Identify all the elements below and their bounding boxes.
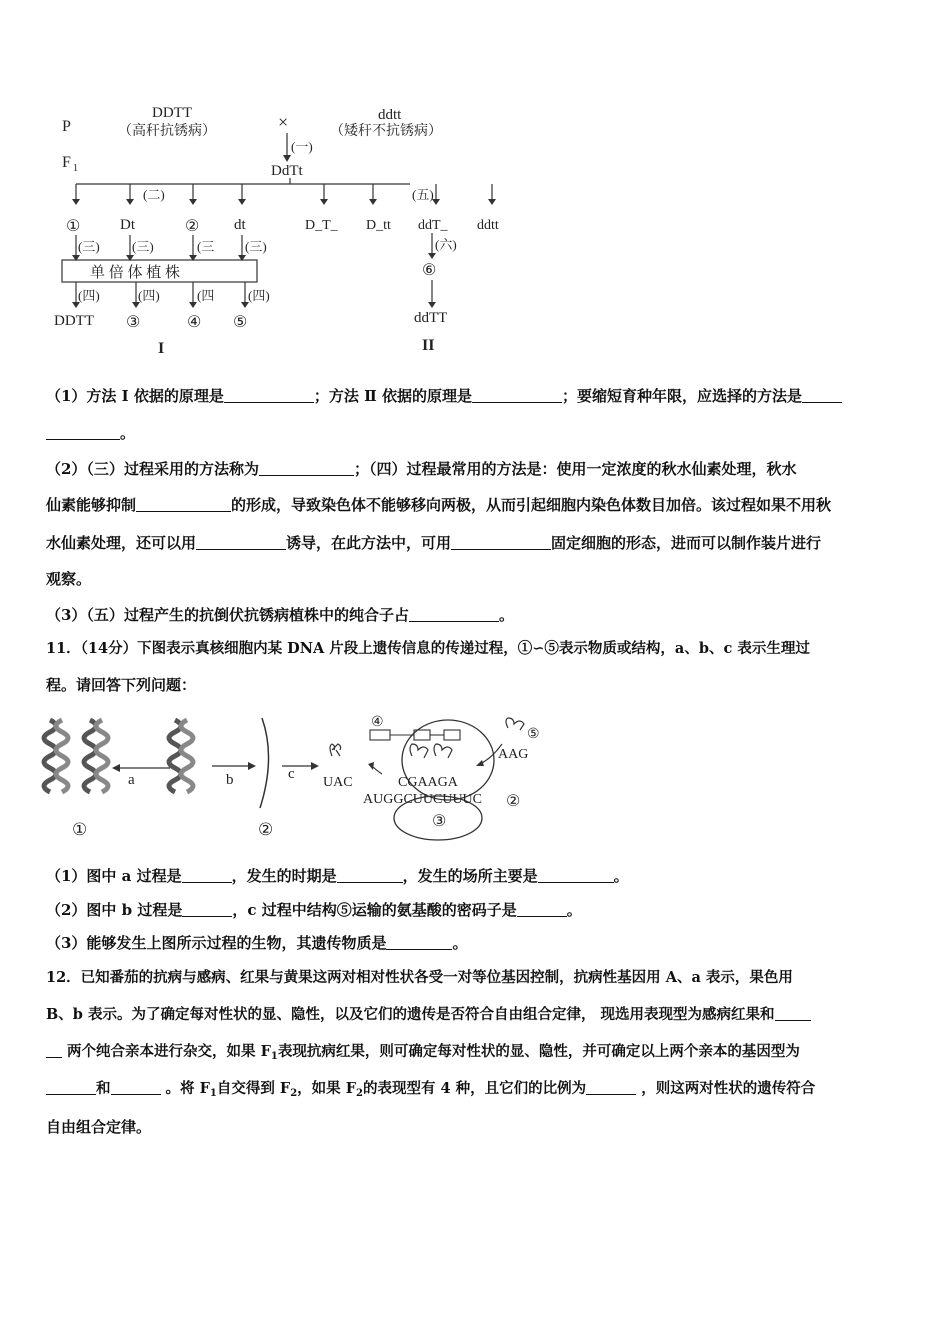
trna-incoming-icon (506, 718, 524, 730)
drop-6-head (369, 199, 377, 205)
arrow-step6-head (428, 253, 436, 259)
q12-stem-3a: 两个纯合亲本进行杂交，如果 F (62, 1043, 271, 1060)
trna-on-ribosome-icon (410, 744, 452, 758)
answer-blank[interactable] (802, 388, 842, 403)
q12-line3 (46, 1042, 908, 1067)
answer-blank[interactable] (136, 497, 231, 512)
q12-line4 (46, 1079, 908, 1104)
answer-blank[interactable] (472, 388, 562, 403)
dna-helix-strand (96, 720, 108, 792)
parent1-desc: （高秆抗锈病） (118, 124, 216, 139)
result1-item: ④ (187, 314, 202, 331)
circle-2-right: ② (506, 793, 521, 810)
drop-5-head (320, 199, 328, 205)
answer-blank[interactable] (386, 935, 452, 950)
f1-label: F (62, 154, 71, 171)
arrow-trna-exit (372, 766, 382, 774)
branch2-item: D_T_ (305, 218, 338, 233)
q11-1-text-a: （1）图中 a 过程是 (46, 867, 182, 885)
step4-label: (四) (78, 288, 100, 303)
branch1-item: dt (234, 217, 246, 233)
answer-blank[interactable] (775, 1006, 811, 1021)
answer-blank[interactable] (538, 868, 614, 883)
q11-3-text-a: （3）能够发生上图所示过程的生物，其遗传物质是 (46, 934, 387, 952)
answer-blank[interactable] (586, 1080, 636, 1095)
q10-line2 (46, 423, 908, 443)
q11-stem: 11．（14分）下图表示真核细胞内某 DNA 片段上遗传信息的传递过程，①∽⑤表示物质或结构，a、b、c 表示生理过 (46, 640, 810, 657)
parent1-genotype: DDTT (152, 105, 192, 121)
subscript-1: 1 (270, 1051, 278, 1062)
q11-2-text-a: （2）图中 b 过程是 (46, 901, 183, 919)
q12-line2 (46, 1005, 908, 1025)
q10-3-text-a: （3）（五）过程产生的抗倒伏抗锈病植株中的纯合子占 (46, 606, 409, 624)
step6-label: (六) (435, 237, 457, 252)
answer-blank[interactable] (451, 535, 551, 550)
trna-icon (330, 744, 341, 756)
q12-stem-4d: ，如果 F (297, 1080, 357, 1097)
arrow-c-head (311, 762, 319, 770)
q10-1-text-a: （1）方法 Ⅰ 依据的原理是 (46, 387, 224, 405)
step3-label: (三 (197, 239, 215, 254)
q11-answer3 (46, 933, 908, 953)
q10-2-text-c: 仙素能够抑制 (46, 496, 137, 514)
anticodons: CGAAGA (398, 775, 458, 790)
step3-label: (三) (132, 239, 154, 254)
step3-label: (三) (245, 239, 267, 254)
answer-blank[interactable] (46, 1043, 62, 1058)
q12-stem-3b: 表现抗病红果，则可确定每对性状的显、隐性，并可确定以上两个亲本的基因型为 (277, 1043, 800, 1060)
arrow-trna-exit-head (368, 762, 374, 770)
trna-aag: AAG (498, 747, 529, 762)
q10-line5 (46, 533, 908, 553)
subscript-1: 1 (209, 1088, 217, 1099)
drop-8-head (488, 199, 496, 205)
branch1-item: ② (185, 218, 200, 235)
circle-2-left: ② (258, 820, 274, 839)
trna-uac: UAC (323, 775, 353, 790)
q11-line2 (46, 675, 908, 695)
q10-2-text-b: ；（四）过程最常用的方法是：使用一定浓度的秋水仙素处理，秋水 (353, 460, 797, 478)
q10-3-end: 。 (498, 606, 514, 624)
q12-stem-1: 12．已知番茄的抗病与感病、红果与黄果这两对相对性状各受一对等位基因控制，抗病性基因用 A、a 表示，果色用 (46, 969, 793, 986)
result2: ddTT (414, 310, 448, 326)
dna-helix-strand (56, 720, 68, 792)
mrna-strand-left (260, 718, 269, 808)
answer-blank[interactable] (111, 1080, 161, 1095)
drop-3-head (189, 199, 197, 205)
circle-4: ④ (371, 715, 384, 730)
label-a: a (128, 772, 135, 788)
result1-item: DDTT (54, 313, 94, 329)
arrowhead-step1 (283, 155, 291, 162)
branch1-item: ① (66, 218, 81, 235)
arrow-b-head (248, 762, 256, 770)
amino-acid-box (444, 730, 460, 740)
breeding-diagram-svg (40, 95, 540, 360)
q10-2-text-h: 观察。 (46, 570, 92, 588)
step5-label: (五) (412, 187, 434, 202)
q10-line7 (46, 605, 908, 625)
q10-line4 (46, 495, 908, 515)
q11-2-end: 。 (566, 901, 582, 919)
q11-line1 (46, 639, 908, 659)
arrow-trna-enter-head (476, 760, 484, 766)
gene-expression-svg (40, 708, 540, 843)
arrow-to-result2-head (428, 302, 436, 308)
q10-2-text-a: （2）（三）过程采用的方法称为 (46, 460, 259, 478)
q12-stem-4b: 。将 F (160, 1080, 210, 1097)
drop-2-head (126, 199, 134, 205)
drop-4-head (238, 199, 246, 205)
dna-helix-strand (44, 720, 56, 792)
parent2-genotype: ddtt (378, 107, 402, 123)
circle-1: ① (72, 820, 88, 839)
answer-blank[interactable] (259, 461, 354, 476)
branch1-item: Dt (120, 217, 135, 233)
dna-helix-strand (84, 720, 96, 792)
subscript-2: 2 (290, 1088, 298, 1099)
answer-blank[interactable] (224, 388, 314, 403)
method2-label: II (422, 337, 435, 354)
q10-line6 (46, 569, 908, 589)
circle-5: ⑤ (527, 727, 540, 742)
arrow-s4-3-head (189, 302, 197, 308)
q12-line5 (46, 1117, 908, 1137)
breeding-diagram (40, 95, 540, 364)
q12-stem-4f: ，则这两对性状的遗传符合 (636, 1080, 816, 1097)
label-c: c (288, 766, 295, 782)
q11-answer2 (46, 900, 908, 920)
answer-blank[interactable] (196, 535, 286, 550)
q10-2-text-g: 固定细胞的形态，进而可以制作装片进行 (551, 534, 822, 552)
step1-label: (一) (291, 139, 313, 154)
branch2-item: ddtt (477, 218, 499, 233)
answer-blank[interactable] (409, 607, 499, 622)
label-b: b (226, 772, 234, 788)
answer-blank[interactable] (182, 868, 232, 883)
step4-label: (四 (197, 288, 215, 303)
branch2-item: D_tt (366, 218, 391, 233)
answer-blank[interactable] (46, 425, 120, 440)
q10-2-text-d: 的形成，导致染色体不能够移向两极，从而引起细胞内染色体数目加倍。该过程如果不用秋 (231, 496, 832, 514)
q11-stem-end: 程。请回答下列问题： (46, 676, 197, 694)
q10-1-end: 。 (120, 424, 136, 442)
step3-label: (三) (78, 239, 100, 254)
answer-blank[interactable] (46, 1080, 96, 1095)
q12-stem-5: 自由组合定律。 (46, 1118, 152, 1136)
q12-stem-4e: 的表现型有 4 种，且它们的比例为 (362, 1080, 587, 1097)
q11-answer1 (46, 866, 908, 886)
f1-sub: 1 (73, 163, 78, 174)
q12-stem-2: B、b 表示。为了确定每对性状的显、隐性，以及它们的遗传是否符合自由组合定律， 现选用表现型为感病红果和 (46, 1006, 775, 1023)
f1-genotype: DdTt (271, 163, 303, 179)
q10-2-text-f: 诱导，在此方法中，可用 (286, 534, 452, 552)
q10-2-text-e: 水仙素处理，还可以用 (46, 534, 197, 552)
answer-blank[interactable] (337, 868, 403, 883)
q10-1-text-c: ；要缩短育种年限，应选择的方法是 (562, 387, 803, 405)
dna-helix-strand (169, 720, 181, 792)
q11-1-text-c: ，发生的场所主要是 (402, 867, 538, 885)
cross-symbol: × (278, 112, 289, 132)
branch2-item: ddT_ (418, 218, 448, 233)
parent2-desc: （矮秆不抗锈病） (330, 124, 442, 139)
dna-helix-strand (181, 720, 193, 792)
subscript-2: 2 (356, 1088, 363, 1099)
method1-label: I (158, 340, 165, 357)
q11-1-end: 。 (613, 867, 629, 885)
q12-stem-4c: 自交得到 F (216, 1080, 291, 1097)
result1-item: ③ (126, 314, 141, 331)
haploid-label: 单 倍 体 植 株 (90, 265, 181, 281)
p-label: P (62, 118, 71, 135)
step4-label: (四) (138, 288, 160, 303)
circle-3: ③ (432, 813, 447, 830)
step2-label: (二) (143, 187, 165, 202)
answer-blank[interactable] (517, 902, 567, 917)
q11-3-end: 。 (452, 934, 468, 952)
q10-1-text-b: ；方法 Ⅱ 依据的原理是 (313, 387, 472, 405)
q11-2-text-b: ，c 过程中结构⑤运输的氨基酸的密码子是 (232, 901, 517, 919)
q10-line3 (46, 459, 908, 479)
drop-7-head (432, 199, 440, 205)
q10-line1 (46, 386, 908, 406)
step4-label: (四) (248, 288, 270, 303)
q12-line1 (46, 968, 908, 988)
q12-stem-4a: 和 (96, 1080, 111, 1097)
circle6: ⑥ (422, 262, 437, 279)
answer-blank[interactable] (182, 902, 232, 917)
amino-acid-box (370, 730, 390, 740)
mrna-sequence: AUGGCUUCUUUC (363, 792, 483, 807)
gene-expression-diagram (40, 708, 540, 847)
drop-1-head (72, 199, 80, 205)
q11-1-text-b: ，发生的时期是 (231, 867, 337, 885)
arrow-a-head (112, 764, 120, 772)
result1-item: ⑤ (233, 314, 248, 331)
